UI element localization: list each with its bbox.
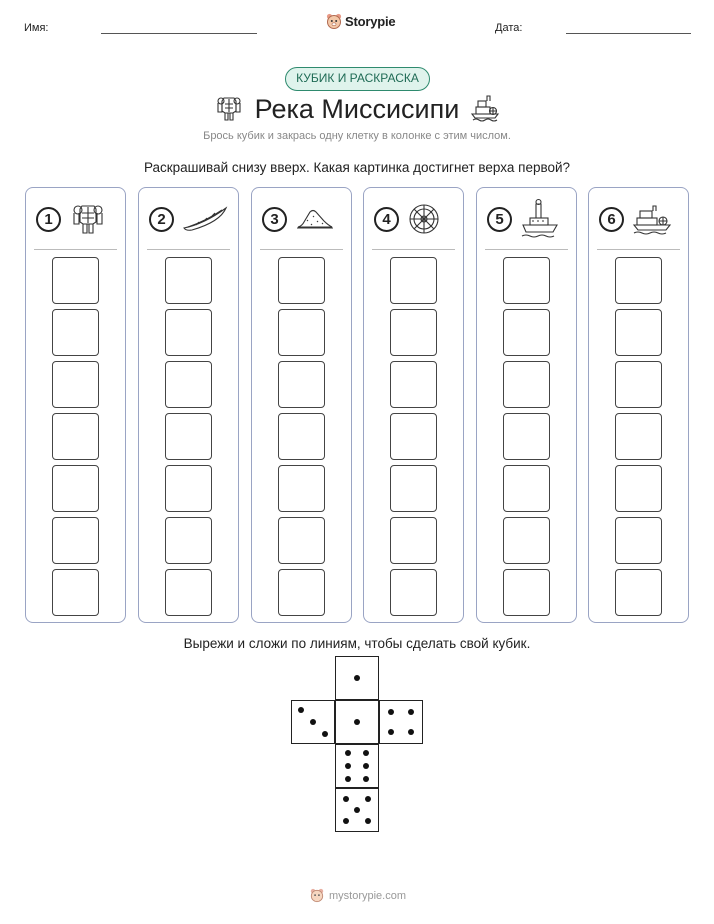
column-2 — [138, 187, 239, 623]
color-cell[interactable] — [278, 309, 325, 356]
date-line — [566, 33, 691, 34]
die-pip — [365, 796, 371, 802]
column-number: 2 — [149, 207, 174, 232]
paddle-wheel-icon — [407, 202, 441, 236]
column-number: 4 — [374, 207, 399, 232]
die-pip — [408, 709, 414, 715]
column-4 — [363, 187, 464, 623]
die-face-6 — [335, 744, 379, 788]
die-face-3 — [291, 700, 335, 744]
column-number: 3 — [262, 207, 287, 232]
color-cell[interactable] — [615, 569, 662, 616]
color-cell[interactable] — [165, 569, 212, 616]
die-face-5 — [335, 788, 379, 832]
die-face-4 — [379, 700, 423, 744]
die-pip — [365, 818, 371, 824]
color-cell[interactable] — [503, 465, 550, 512]
color-cell[interactable] — [390, 257, 437, 304]
die-pip — [343, 796, 349, 802]
color-cell[interactable] — [390, 361, 437, 408]
die-pip — [345, 776, 351, 782]
color-cell[interactable] — [52, 257, 99, 304]
color-cell[interactable] — [503, 517, 550, 564]
column-divider — [260, 249, 343, 250]
die-pip — [298, 707, 304, 713]
column-number: 6 — [599, 207, 624, 232]
color-cell[interactable] — [390, 569, 437, 616]
color-cell[interactable] — [503, 413, 550, 460]
die-pip — [354, 807, 360, 813]
color-cell[interactable] — [503, 569, 550, 616]
die-pip — [388, 709, 394, 715]
color-cell[interactable] — [165, 361, 212, 408]
page-title: Река Миссисипи — [254, 94, 460, 124]
color-cell[interactable] — [278, 465, 325, 512]
brand-logo — [326, 13, 395, 30]
column-divider — [147, 249, 230, 250]
column-divider — [372, 249, 455, 250]
color-cell[interactable] — [390, 413, 437, 460]
cut-instruction: Вырежи и сложи по линиям, чтобы сделать свой кубик. — [183, 636, 531, 651]
coloring-instruction: Раскрашивай снизу вверх. Какая картинка достигнет верха первой? — [143, 160, 571, 175]
die-pip — [388, 729, 394, 735]
column-1 — [25, 187, 126, 623]
column-3 — [251, 187, 352, 623]
die-pip — [343, 818, 349, 824]
riverboat-icon — [632, 203, 672, 235]
color-cell[interactable] — [615, 361, 662, 408]
die-pip — [354, 719, 360, 725]
color-cell[interactable] — [278, 361, 325, 408]
die-pip — [354, 675, 360, 681]
armor-icon — [69, 202, 107, 236]
die-face-1 — [335, 700, 379, 744]
brand-name: Storypie — [345, 14, 396, 29]
column-number: 1 — [36, 207, 61, 232]
color-cell[interactable] — [52, 361, 99, 408]
color-cell[interactable] — [503, 361, 550, 408]
color-cell[interactable] — [52, 465, 99, 512]
color-cell[interactable] — [165, 517, 212, 564]
steamboat-icon — [520, 198, 560, 240]
canoe-icon — [182, 204, 228, 234]
activity-badge: КУБИК И РАСКРАСКА — [285, 67, 430, 91]
color-cell[interactable] — [52, 517, 99, 564]
color-cell[interactable] — [52, 309, 99, 356]
color-cell[interactable] — [165, 465, 212, 512]
column-divider — [485, 249, 568, 250]
date-label: Дата: — [495, 22, 523, 34]
color-cell[interactable] — [52, 413, 99, 460]
color-cell[interactable] — [278, 517, 325, 564]
die-pip — [322, 731, 328, 737]
column-6 — [588, 187, 689, 623]
color-cell[interactable] — [615, 413, 662, 460]
die-face-1 — [335, 656, 379, 700]
column-divider — [34, 249, 117, 250]
color-cell[interactable] — [278, 569, 325, 616]
color-cell[interactable] — [165, 309, 212, 356]
die-pip — [345, 763, 351, 769]
die-pip — [345, 750, 351, 756]
color-cell[interactable] — [165, 413, 212, 460]
color-cell[interactable] — [615, 517, 662, 564]
column-5 — [476, 187, 577, 623]
footer-url: mystorypie.com — [329, 889, 407, 902]
color-cell[interactable] — [52, 569, 99, 616]
bear-logo-icon — [310, 888, 324, 903]
column-number: 5 — [487, 207, 512, 232]
color-cell[interactable] — [390, 465, 437, 512]
color-cell[interactable] — [615, 309, 662, 356]
color-cell[interactable] — [165, 257, 212, 304]
die-pip — [310, 719, 316, 725]
color-cell[interactable] — [278, 257, 325, 304]
bear-logo-icon — [326, 13, 342, 30]
color-cell[interactable] — [615, 257, 662, 304]
footer — [310, 888, 406, 903]
subtitle: Брось кубик и закрась одну клетку в колонке с этим числом. — [203, 130, 511, 142]
die-pip — [408, 729, 414, 735]
color-cell[interactable] — [503, 309, 550, 356]
name-label: Имя: — [24, 22, 49, 34]
column-divider — [597, 249, 680, 250]
riverboat-icon — [470, 94, 500, 122]
color-cell[interactable] — [278, 413, 325, 460]
die-pip — [363, 763, 369, 769]
color-cell[interactable] — [390, 517, 437, 564]
die-pip — [363, 750, 369, 756]
color-cell[interactable] — [615, 465, 662, 512]
die-pip — [363, 776, 369, 782]
name-line — [101, 33, 257, 34]
sand-mound-icon — [295, 206, 335, 232]
color-cell[interactable] — [503, 257, 550, 304]
color-cell[interactable] — [390, 309, 437, 356]
